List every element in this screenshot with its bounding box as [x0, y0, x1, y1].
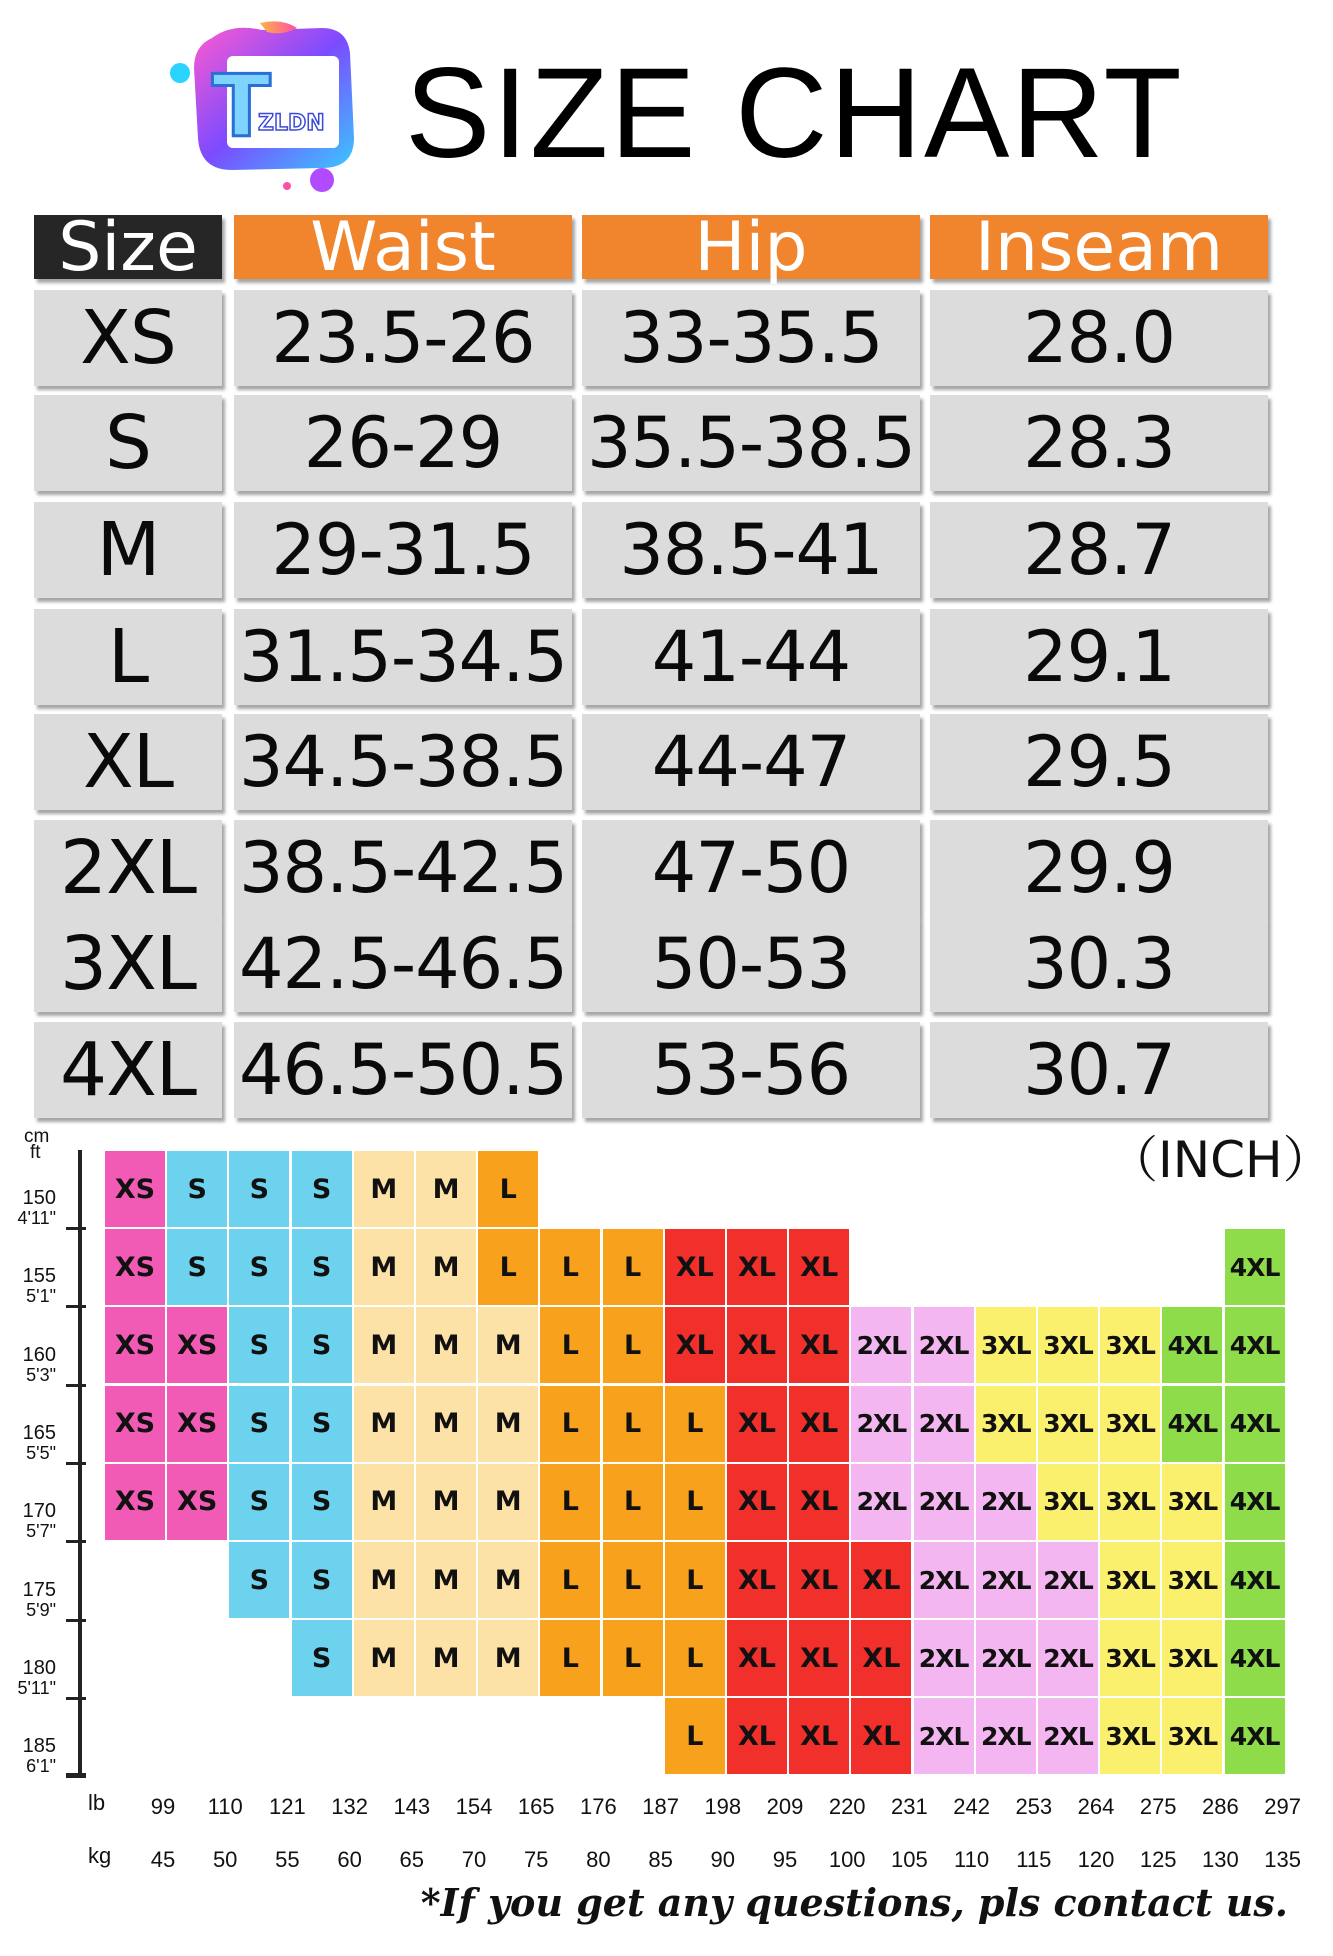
x-label-kg: 120	[1077, 1847, 1115, 1872]
table-cell: 53-56	[582, 1022, 920, 1118]
grid-cell: S	[228, 1306, 290, 1384]
table-cell: S	[34, 395, 222, 491]
y-tick	[66, 1384, 86, 1387]
y-label-cm: 150	[22, 1187, 56, 1209]
table-cell: 29.9	[930, 820, 1268, 916]
grid-cell: 2XL	[975, 1463, 1037, 1541]
x-label-kg: 100	[828, 1847, 866, 1872]
x-label-kg: 130	[1202, 1847, 1239, 1872]
table-cell: 38.5-41	[582, 502, 920, 598]
grid-cell: XL	[788, 1463, 850, 1541]
grid-cell: M	[477, 1385, 539, 1463]
x-label-kg: 85	[648, 1847, 673, 1872]
grid-cell: 2XL	[913, 1306, 975, 1384]
grid-cell: 2XL	[975, 1541, 1037, 1619]
grid-cell: XL	[726, 1619, 788, 1697]
y-label-ft: 5'1"	[26, 1286, 56, 1307]
table-cell: 4XL	[34, 1022, 222, 1118]
x-label-kg: 105	[891, 1847, 928, 1872]
grid-cell: XL	[726, 1463, 788, 1541]
grid-cell: XL	[850, 1697, 912, 1775]
y-label-cm: 180	[22, 1656, 56, 1679]
y-tick	[66, 1227, 86, 1230]
grid-cell: XL	[664, 1228, 726, 1306]
grid-cell: XL	[850, 1541, 912, 1619]
grid-cell: 2XL	[1037, 1697, 1099, 1775]
table-cell: 31.5-34.5	[234, 609, 572, 705]
x-label-kg: 65	[399, 1847, 425, 1872]
grid-cell: XL	[726, 1306, 788, 1384]
grid-cell: M	[353, 1541, 415, 1619]
table-cell: XL	[34, 714, 222, 810]
grid-cell: M	[477, 1541, 539, 1619]
grid-cell: XS	[166, 1385, 228, 1463]
grid-cell: 3XL	[1037, 1306, 1099, 1384]
x-label-lb: 110	[207, 1794, 243, 1819]
x-label-kg: 80	[586, 1847, 611, 1872]
grid-cell: M	[415, 1306, 477, 1384]
table-cell: 29.1	[930, 609, 1268, 705]
table-cell: XS	[34, 290, 222, 386]
x-label-kg: 70	[461, 1847, 487, 1872]
y-label-ft: 5'9"	[26, 1599, 56, 1620]
grid-cell: 2XL	[850, 1306, 912, 1384]
grid-cell: L	[539, 1541, 601, 1619]
table-cell: M	[34, 502, 222, 598]
grid-cell: XL	[788, 1697, 850, 1775]
grid-cell: S	[291, 1463, 353, 1541]
grid-cell: S	[291, 1619, 353, 1697]
grid-cell: L	[539, 1385, 601, 1463]
table-cell: 30.3	[930, 916, 1268, 1012]
y-unit-ft: ft	[30, 1142, 41, 1163]
x-label-lb: 165	[517, 1794, 555, 1819]
y-tick	[66, 1462, 86, 1465]
x-label-lb: 176	[580, 1794, 617, 1819]
table-cell: 41-44	[582, 609, 920, 705]
grid-cell: S	[291, 1228, 353, 1306]
grid-cell: XL	[850, 1619, 912, 1697]
x-label-kg: 50	[212, 1847, 238, 1872]
grid-cell: L	[664, 1385, 726, 1463]
grid-cell: XL	[788, 1619, 850, 1697]
grid-cell: L	[664, 1619, 726, 1697]
grid-cell: L	[664, 1463, 726, 1541]
grid-cell: L	[539, 1619, 601, 1697]
grid-cell: S	[228, 1150, 290, 1228]
grid-cell: 2XL	[913, 1541, 975, 1619]
grid-cell: L	[602, 1463, 664, 1541]
x-label-lb: 187	[642, 1794, 679, 1819]
grid-cell: L	[664, 1541, 726, 1619]
table-cell: 47-50	[582, 820, 920, 916]
table-cell: 44-47	[582, 714, 920, 810]
y-tick	[66, 1697, 86, 1700]
x-label-lb: 198	[704, 1794, 742, 1819]
x-label-kg: 115	[1016, 1847, 1052, 1872]
grid-cell: 2XL	[1037, 1541, 1099, 1619]
x-label-lb: 220	[828, 1794, 866, 1819]
table-cell: 28.3	[930, 395, 1268, 491]
x-label-lb: 143	[393, 1794, 431, 1819]
grid-cell: 2XL	[1037, 1619, 1099, 1697]
y-label-cm: 165	[22, 1421, 56, 1444]
grid-cell: XS	[166, 1306, 228, 1384]
table-cell: 38.5-42.5	[234, 820, 572, 916]
y-label-cm: 175	[22, 1578, 56, 1601]
table-cell: 35.5-38.5	[582, 395, 920, 491]
brand-logo	[172, 18, 372, 193]
grid-cell: M	[415, 1150, 477, 1228]
x-unit-lb: lb	[88, 1790, 106, 1815]
table-header-size: Size	[34, 215, 222, 279]
x-label-lb: 275	[1139, 1794, 1177, 1819]
unit-note: （INCH）	[1108, 1131, 1333, 1189]
grid-cell: M	[415, 1228, 477, 1306]
y-label-ft: 4'11"	[17, 1208, 56, 1228]
grid-cell: M	[415, 1385, 477, 1463]
x-label-kg: 110	[954, 1847, 990, 1872]
grid-cell: L	[602, 1385, 664, 1463]
x-label-kg: 60	[337, 1847, 362, 1872]
grid-cell: L	[539, 1228, 601, 1306]
grid-cell: 2XL	[913, 1697, 975, 1775]
table-cell: 3XL	[34, 916, 222, 1012]
table-cell: 29.5	[930, 714, 1268, 810]
x-label-lb: 242	[953, 1794, 990, 1819]
x-label-kg: 95	[772, 1847, 798, 1872]
x-label-lb: 231	[891, 1794, 928, 1819]
y-label-cm: 170	[22, 1500, 56, 1523]
grid-cell: M	[353, 1306, 415, 1384]
x-label-lb: 264	[1077, 1794, 1115, 1819]
grid-cell: M	[477, 1306, 539, 1384]
grid-cell: 3XL	[975, 1385, 1037, 1463]
grid-cell: 4XL	[1224, 1228, 1286, 1306]
grid-cell: L	[477, 1150, 539, 1228]
x-label-lb: 286	[1202, 1794, 1239, 1819]
grid-cell: 4XL	[1224, 1306, 1286, 1384]
grid-cell: 4XL	[1224, 1541, 1286, 1619]
grid-cell: M	[353, 1619, 415, 1697]
table-cell: 28.0	[930, 290, 1268, 386]
grid-cell: L	[477, 1228, 539, 1306]
grid-cell: L	[664, 1697, 726, 1775]
table-cell: 23.5-26	[234, 290, 572, 386]
table-cell: 29-31.5	[234, 502, 572, 598]
grid-cell: 3XL	[1161, 1541, 1223, 1619]
grid-cell: S	[228, 1541, 290, 1619]
y-label-cm: 160	[22, 1343, 56, 1366]
y-label-ft: 6'1"	[26, 1756, 56, 1777]
grid-cell: 2XL	[913, 1619, 975, 1697]
grid-cell: M	[415, 1541, 477, 1619]
y-label-ft: 5'5"	[26, 1442, 56, 1463]
grid-cell: S	[291, 1541, 353, 1619]
grid-cell: 4XL	[1224, 1697, 1286, 1775]
x-unit-kg: kg	[88, 1843, 112, 1868]
grid-cell: M	[353, 1150, 415, 1228]
svg-text:ZLDN: ZLDN	[258, 111, 325, 136]
footer-note: *If you get any questions, pls contact us.	[420, 1880, 1288, 1925]
grid-cell: 3XL	[1099, 1541, 1161, 1619]
grid-cell: 2XL	[913, 1463, 975, 1541]
grid-cell: 3XL	[1099, 1306, 1161, 1384]
x-label-lb: 121	[269, 1794, 306, 1819]
grid-cell: 2XL	[913, 1385, 975, 1463]
x-label-kg: 55	[275, 1847, 300, 1872]
x-label-lb: 297	[1264, 1794, 1301, 1819]
grid-cell: L	[539, 1463, 601, 1541]
y-unit-cm: cm	[24, 1126, 50, 1147]
x-label-lb: 154	[455, 1794, 493, 1819]
grid-cell: 3XL	[1161, 1619, 1223, 1697]
x-label-kg: 75	[523, 1847, 549, 1872]
table-header-inseam: Inseam	[930, 215, 1268, 279]
x-label-lb: 99	[150, 1794, 176, 1819]
grid-cell: 3XL	[1099, 1385, 1161, 1463]
grid-cell: XL	[664, 1306, 726, 1384]
y-label-ft: 5'3"	[26, 1364, 56, 1385]
grid-cell: XS	[104, 1228, 166, 1306]
grid-cell: XL	[788, 1541, 850, 1619]
grid-cell: XL	[788, 1306, 850, 1384]
table-cell: 46.5-50.5	[234, 1022, 572, 1118]
y-tick	[66, 1540, 86, 1543]
grid-cell: 3XL	[1037, 1463, 1099, 1541]
table-cell: 42.5-46.5	[234, 916, 572, 1012]
grid-cell: XL	[788, 1385, 850, 1463]
y-tick	[66, 1773, 86, 1776]
y-tick	[66, 1619, 86, 1622]
grid-cell: L	[539, 1306, 601, 1384]
grid-cell: 3XL	[1099, 1463, 1161, 1541]
table-header-waist: Waist	[234, 215, 572, 279]
grid-cell: M	[477, 1463, 539, 1541]
grid-cell: S	[228, 1385, 290, 1463]
table-cell: 34.5-38.5	[234, 714, 572, 810]
x-label-kg: 125	[1139, 1847, 1177, 1872]
grid-cell: S	[228, 1463, 290, 1541]
svg-text:T: T	[212, 57, 271, 157]
grid-cell: 3XL	[1161, 1697, 1223, 1775]
table-cell: 30.7	[930, 1022, 1268, 1118]
grid-cell: 2XL	[975, 1697, 1037, 1775]
grid-cell: M	[353, 1463, 415, 1541]
x-label-lb: 132	[331, 1794, 368, 1819]
x-label-lb: 209	[766, 1794, 804, 1819]
grid-cell: M	[477, 1619, 539, 1697]
grid-cell: S	[228, 1228, 290, 1306]
grid-cell: 2XL	[975, 1619, 1037, 1697]
grid-cell: XS	[104, 1385, 166, 1463]
grid-cell: M	[415, 1619, 477, 1697]
grid-cell: S	[291, 1385, 353, 1463]
x-label-kg: 45	[150, 1847, 176, 1872]
grid-cell: 4XL	[1161, 1306, 1223, 1384]
grid-cell: M	[353, 1385, 415, 1463]
grid-cell: 2XL	[850, 1463, 912, 1541]
x-label-kg: 90	[710, 1847, 736, 1872]
grid-cell: XS	[104, 1463, 166, 1541]
x-label-lb: 253	[1015, 1794, 1053, 1819]
grid-cell: XL	[788, 1228, 850, 1306]
grid-cell: L	[602, 1541, 664, 1619]
grid-cell: 3XL	[1037, 1385, 1099, 1463]
grid-cell: 3XL	[975, 1306, 1037, 1384]
grid-cell: XL	[726, 1385, 788, 1463]
y-label-ft: 5'7"	[26, 1521, 56, 1542]
grid-cell: 3XL	[1099, 1619, 1161, 1697]
y-label-cm: 155	[22, 1265, 56, 1288]
x-label-kg: 135	[1264, 1847, 1301, 1872]
grid-cell: XS	[104, 1150, 166, 1228]
grid-cell: S	[291, 1306, 353, 1384]
table-header-hip: Hip	[582, 215, 920, 279]
grid-cell: XS	[166, 1463, 228, 1541]
y-label-cm: 185	[22, 1735, 56, 1758]
grid-cell: 2XL	[850, 1385, 912, 1463]
grid-cell: L	[602, 1619, 664, 1697]
table-cell: 2XL	[34, 820, 222, 916]
grid-cell: L	[602, 1228, 664, 1306]
y-tick	[66, 1305, 86, 1308]
grid-cell: 4XL	[1224, 1385, 1286, 1463]
page-title: SIZE CHART	[405, 42, 1184, 185]
grid-cell: L	[602, 1306, 664, 1384]
table-cell: 26-29	[234, 395, 572, 491]
y-label-ft: 5'11"	[17, 1677, 56, 1698]
grid-cell: M	[353, 1228, 415, 1306]
grid-cell: S	[166, 1150, 228, 1228]
grid-cell: 3XL	[1099, 1697, 1161, 1775]
grid-cell: 3XL	[1161, 1463, 1223, 1541]
table-cell: 50-53	[582, 916, 920, 1012]
table-cell: L	[34, 609, 222, 705]
grid-cell: XL	[726, 1697, 788, 1775]
table-cell: 28.7	[930, 502, 1268, 598]
grid-cell: XL	[726, 1228, 788, 1306]
grid-cell: XL	[726, 1541, 788, 1619]
table-cell: 33-35.5	[582, 290, 920, 386]
grid-cell: S	[291, 1150, 353, 1228]
grid-cell: S	[166, 1228, 228, 1306]
grid-cell: 4XL	[1224, 1463, 1286, 1541]
grid-cell: 4XL	[1161, 1385, 1223, 1463]
grid-cell: XS	[104, 1306, 166, 1384]
grid-cell: 4XL	[1224, 1619, 1286, 1697]
grid-cell: M	[415, 1463, 477, 1541]
